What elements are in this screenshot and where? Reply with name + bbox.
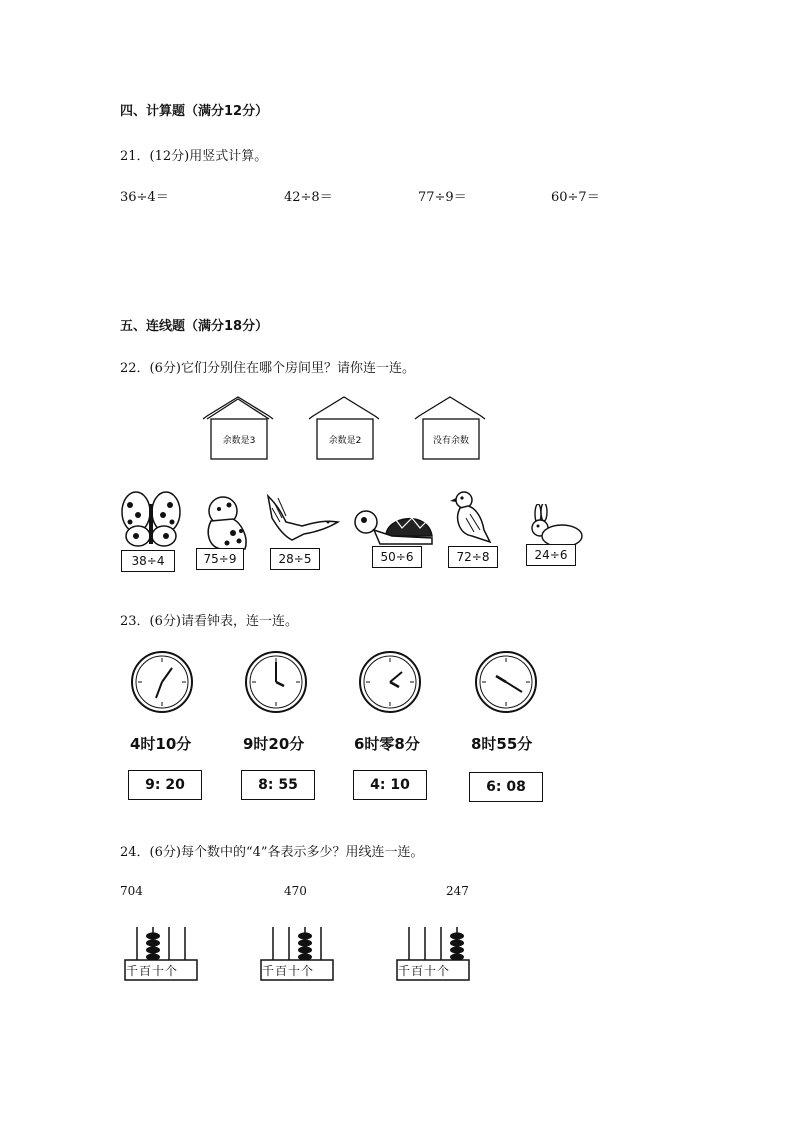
number-2: 470 bbox=[284, 884, 307, 898]
house-1 bbox=[203, 397, 273, 459]
number-3: 247 bbox=[446, 884, 469, 898]
time-box-3: 4: 10 bbox=[353, 770, 427, 800]
houses-figure bbox=[195, 395, 495, 465]
time-label-3: 6时零8分 bbox=[354, 735, 420, 753]
division-expr-3: 77÷9＝ bbox=[418, 190, 467, 205]
animal-expr-6: 24÷6 bbox=[526, 544, 576, 566]
abacus-beads bbox=[298, 932, 312, 960]
time-box-4: 6: 08 bbox=[469, 772, 543, 802]
time-box-1: 9: 20 bbox=[128, 770, 202, 800]
abacus-label-2: 千百十个 bbox=[262, 964, 315, 978]
question-21: 21．(12分)用竖式计算。 bbox=[120, 149, 268, 164]
question-22: 22．(6分)它们分别住在哪个房间里？请你连一连。 bbox=[120, 361, 415, 376]
time-label-4: 8时55分 bbox=[471, 735, 533, 753]
house-label-1: 余数是3 bbox=[222, 436, 256, 446]
clock-icon bbox=[132, 652, 192, 712]
abacus-beads bbox=[450, 932, 464, 960]
clock-icon bbox=[476, 652, 536, 712]
animal-expr-2: 75÷9 bbox=[196, 548, 244, 570]
abacus-beads bbox=[146, 932, 160, 960]
division-expr-2: 42÷8＝ bbox=[284, 190, 333, 205]
eagle-icon bbox=[262, 492, 342, 548]
time-label-1: 4时10分 bbox=[130, 735, 192, 753]
butterfly-icon bbox=[118, 490, 188, 550]
time-label-2: 9时20分 bbox=[243, 735, 305, 753]
division-expr-1: 36÷4＝ bbox=[120, 190, 169, 205]
animal-expr-1: 38÷4 bbox=[121, 550, 175, 572]
seal-icon bbox=[195, 493, 255, 553]
time-box-2: 8: 55 bbox=[241, 770, 315, 800]
house-label-2: 余数是2 bbox=[328, 436, 362, 446]
animal-expr-3: 28÷5 bbox=[270, 548, 320, 570]
bird-icon bbox=[450, 490, 500, 546]
house-label-3: 没有余数 bbox=[432, 436, 470, 446]
question-24: 24．(6分)每个数中的“4”各表示多少？用线连一连。 bbox=[120, 845, 424, 860]
house-3 bbox=[415, 397, 485, 459]
animal-expr-5: 72÷8 bbox=[448, 546, 498, 568]
abacus-label-1: 千百十个 bbox=[126, 964, 179, 978]
section-5-title: 五、连线题（满分18分） bbox=[120, 319, 269, 334]
abacus-label-3: 千百十个 bbox=[398, 964, 451, 978]
clocks-figure bbox=[130, 650, 550, 716]
clock-icon bbox=[246, 652, 306, 712]
question-23: 23．(6分)请看钟表，连一连。 bbox=[120, 614, 298, 629]
animal-expr-4: 50÷6 bbox=[372, 546, 422, 568]
turtle-icon bbox=[352, 506, 436, 548]
clock-icon bbox=[360, 652, 420, 712]
rabbit-icon bbox=[524, 504, 588, 548]
number-1: 704 bbox=[120, 884, 143, 898]
section-4-title: 四、计算题（满分12分） bbox=[120, 104, 269, 119]
division-expr-4: 60÷7＝ bbox=[551, 190, 600, 205]
house-2 bbox=[309, 397, 379, 459]
